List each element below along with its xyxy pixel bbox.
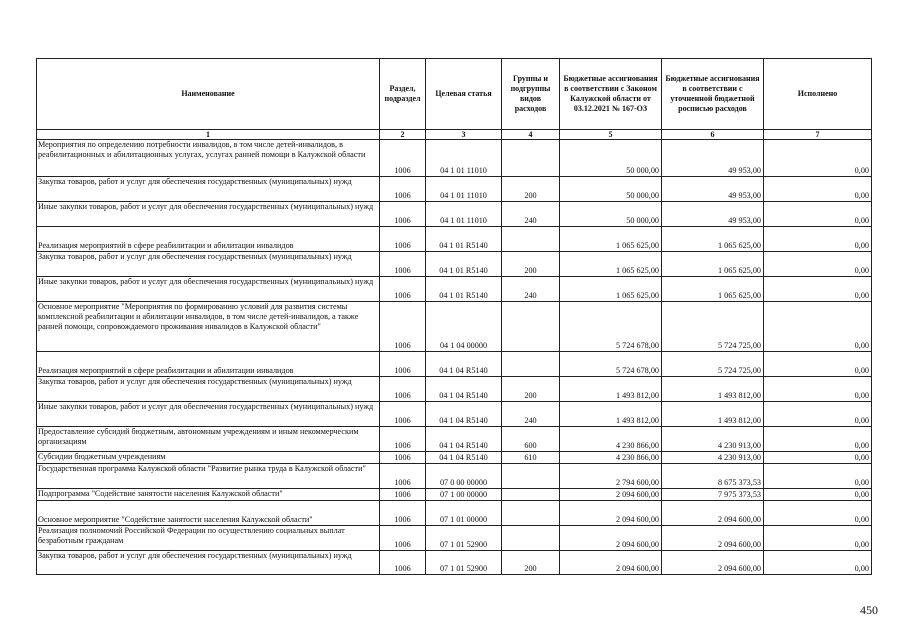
header-expense-group: Группы и подгруппы видов расходов (502, 59, 560, 130)
row-article: 04 1 04 R5140 (426, 427, 502, 452)
header-refined-allocation: Бюджетные ассигнования в соответствии с уточненной бюджетной росписью расходов (662, 59, 764, 130)
table-row (37, 302, 872, 352)
row-refined-amount: 1 065 625,00 (662, 252, 764, 277)
row-law-amount: 2 794 600,00 (560, 464, 662, 489)
column-number: 7 (764, 130, 872, 140)
row-law-amount: 2 094 600,00 (560, 551, 662, 575)
row-article: 04 1 01 11010 (426, 202, 502, 227)
row-article: 04 1 04 R5140 (426, 402, 502, 427)
table-row (37, 277, 872, 302)
table-row (37, 427, 872, 452)
row-name: Закупка товаров, работ и услуг для обеспечения государственных (муниципальных) нужд (37, 377, 380, 402)
budget-execution-table (36, 58, 872, 575)
table-row (37, 140, 872, 177)
row-executed-amount: 0,00 (764, 227, 872, 252)
row-name: Иные закупки товаров, работ и услуг для обеспечения государственных (муниципальных) нужд (37, 402, 380, 427)
row-name: Мероприятия по определению потребности инвалидов, в том числе детей-инвалидов, в реабилитационных и абилитационных услугах, услугах ранней помощи в Калужской области (37, 140, 380, 177)
row-refined-amount: 49 953,00 (662, 202, 764, 227)
row-section: 1006 (380, 489, 426, 501)
row-name: Иные закупки товаров, работ и услуг для обеспечения государственных (муниципальных) нужд (37, 202, 380, 227)
row-article: 07 1 00 00000 (426, 489, 502, 501)
row-law-amount: 5 724 678,00 (560, 352, 662, 377)
row-executed-amount: 0,00 (764, 464, 872, 489)
row-refined-amount: 2 094 600,00 (662, 501, 764, 526)
row-group (502, 302, 560, 352)
row-section: 1006 (380, 526, 426, 551)
column-number: 5 (560, 130, 662, 140)
row-executed-amount: 0,00 (764, 526, 872, 551)
row-article: 04 1 01 R5140 (426, 277, 502, 302)
row-law-amount: 5 724 678,00 (560, 302, 662, 352)
row-name: Реализация мероприятий в сфере реабилитации и абилитации инвалидов (37, 227, 380, 252)
row-executed-amount: 0,00 (764, 501, 872, 526)
row-law-amount: 1 065 625,00 (560, 277, 662, 302)
row-law-amount: 50 000,00 (560, 202, 662, 227)
row-section: 1006 (380, 252, 426, 277)
row-refined-amount: 4 230 913,00 (662, 452, 764, 464)
row-section: 1006 (380, 452, 426, 464)
header-section: Раздел, подраздел (380, 59, 426, 130)
row-section: 1006 (380, 352, 426, 377)
row-executed-amount: 0,00 (764, 277, 872, 302)
row-group: 240 (502, 202, 560, 227)
table-row (37, 202, 872, 227)
row-refined-amount: 8 675 373,53 (662, 464, 764, 489)
table-row (37, 402, 872, 427)
row-article: 04 1 04 00000 (426, 302, 502, 352)
row-executed-amount: 0,00 (764, 202, 872, 227)
row-refined-amount: 1 493 812,00 (662, 377, 764, 402)
row-group (502, 464, 560, 489)
row-refined-amount: 1 065 625,00 (662, 277, 764, 302)
table-row (37, 177, 872, 202)
row-group (502, 140, 560, 177)
row-name: Закупка товаров, работ и услуг для обеспечения государственных (муниципальных) нужд (37, 551, 380, 575)
row-name: Иные закупки товаров, работ и услуг для обеспечения государственных (муниципальных) нужд (37, 277, 380, 302)
budget-table-sheet (36, 58, 871, 575)
row-article: 04 1 01 R5140 (426, 252, 502, 277)
row-law-amount: 2 094 600,00 (560, 526, 662, 551)
table-row (37, 227, 872, 252)
row-refined-amount: 1 493 812,00 (662, 402, 764, 427)
row-section: 1006 (380, 551, 426, 575)
row-refined-amount: 1 065 625,00 (662, 227, 764, 252)
row-group: 240 (502, 402, 560, 427)
row-name: Реализация полномочий Российской Федерации по осуществлению социальных выплат безработным гражданам (37, 526, 380, 551)
table-row (37, 526, 872, 551)
row-article: 04 1 01 11010 (426, 177, 502, 202)
row-law-amount: 50 000,00 (560, 140, 662, 177)
row-refined-amount: 7 975 373,53 (662, 489, 764, 501)
table-row (37, 377, 872, 402)
row-law-amount: 4 230 866,00 (560, 452, 662, 464)
table-row (37, 464, 872, 489)
row-executed-amount: 0,00 (764, 352, 872, 377)
row-group (502, 489, 560, 501)
row-refined-amount: 5 724 725,00 (662, 302, 764, 352)
row-law-amount: 2 094 600,00 (560, 489, 662, 501)
row-law-amount: 1 493 812,00 (560, 402, 662, 427)
row-refined-amount: 2 094 600,00 (662, 551, 764, 575)
row-article: 07 1 01 00000 (426, 501, 502, 526)
row-group: 200 (502, 551, 560, 575)
row-name: Государственная программа Калужской области "Развитие рынка труда в Калужской области" (37, 464, 380, 489)
row-executed-amount: 0,00 (764, 452, 872, 464)
row-executed-amount: 0,00 (764, 489, 872, 501)
row-article: 04 1 04 R5140 (426, 377, 502, 402)
row-article: 04 1 04 R5140 (426, 352, 502, 377)
row-group (502, 227, 560, 252)
row-group: 200 (502, 377, 560, 402)
row-name: Закупка товаров, работ и услуг для обеспечения государственных (муниципальных) нужд (37, 177, 380, 202)
row-section: 1006 (380, 227, 426, 252)
table-row (37, 489, 872, 501)
row-article: 04 1 01 R5140 (426, 227, 502, 252)
row-name: Подпрограмма "Содействие занятости населения Калужской области" (37, 489, 380, 501)
column-number: 3 (426, 130, 502, 140)
row-law-amount: 2 094 600,00 (560, 501, 662, 526)
row-section: 1006 (380, 277, 426, 302)
header-name: Наименование (37, 59, 380, 130)
column-number: 6 (662, 130, 764, 140)
row-section: 1006 (380, 377, 426, 402)
row-article: 07 1 01 52900 (426, 551, 502, 575)
header-law-allocation: Бюджетные ассигнования в соответствии с Законом Калужской области от 03.12.2021 № 167-ОЗ (560, 59, 662, 130)
row-refined-amount: 49 953,00 (662, 177, 764, 202)
column-number: 2 (380, 130, 426, 140)
row-refined-amount: 49 953,00 (662, 140, 764, 177)
column-number: 1 (37, 130, 380, 140)
table-row (37, 452, 872, 464)
row-refined-amount: 2 094 600,00 (662, 526, 764, 551)
row-executed-amount: 0,00 (764, 252, 872, 277)
row-group: 610 (502, 452, 560, 464)
row-group (502, 526, 560, 551)
header-executed: Исполнено (764, 59, 872, 130)
header-target-article: Целевая статья (426, 59, 502, 130)
page-number: 450 (860, 603, 878, 617)
table-row (37, 352, 872, 377)
row-refined-amount: 5 724 725,00 (662, 352, 764, 377)
row-executed-amount: 0,00 (764, 427, 872, 452)
row-executed-amount: 0,00 (764, 302, 872, 352)
column-number-row (37, 130, 872, 140)
row-section: 1006 (380, 202, 426, 227)
row-executed-amount: 0,00 (764, 402, 872, 427)
row-group: 600 (502, 427, 560, 452)
header-row (37, 59, 872, 130)
row-name: Основное мероприятие "Мероприятия по формированию условий для развития системы комплексной реабилитации и абилитации инвалидов, в том числе детей-инвалидов, а также ранней помощи, сопровождаемого проживания инвалидов в Калужской области" (37, 302, 380, 352)
row-name: Субсидии бюджетным учреждениям (37, 452, 380, 464)
row-name: Предоставление субсидий бюджетным, автономным учреждениям и иным некоммерческим организациям (37, 427, 380, 452)
row-article: 07 1 01 52900 (426, 526, 502, 551)
row-group: 200 (502, 252, 560, 277)
table-body (37, 140, 872, 575)
row-name: Основное мероприятие "Содействие занятости населения Калужской области" (37, 501, 380, 526)
row-section: 1006 (380, 140, 426, 177)
row-group: 240 (502, 277, 560, 302)
row-group (502, 501, 560, 526)
table-row (37, 252, 872, 277)
table-row (37, 501, 872, 526)
row-executed-amount: 0,00 (764, 140, 872, 177)
row-article: 04 1 04 R5140 (426, 452, 502, 464)
row-group (502, 352, 560, 377)
column-number: 4 (502, 130, 560, 140)
row-article: 04 1 01 11010 (426, 140, 502, 177)
row-executed-amount: 0,00 (764, 377, 872, 402)
row-refined-amount: 4 230 913,00 (662, 427, 764, 452)
row-section: 1006 (380, 427, 426, 452)
row-law-amount: 1 065 625,00 (560, 227, 662, 252)
table-row (37, 551, 872, 575)
row-law-amount: 1 493 812,00 (560, 377, 662, 402)
row-section: 1006 (380, 501, 426, 526)
row-law-amount: 4 230 866,00 (560, 427, 662, 452)
row-executed-amount: 0,00 (764, 177, 872, 202)
row-law-amount: 1 065 625,00 (560, 252, 662, 277)
row-name: Реализация мероприятий в сфере реабилитации и абилитации инвалидов (37, 352, 380, 377)
row-section: 1006 (380, 302, 426, 352)
row-section: 1006 (380, 177, 426, 202)
row-section: 1006 (380, 402, 426, 427)
row-group: 200 (502, 177, 560, 202)
row-law-amount: 50 000,00 (560, 177, 662, 202)
row-article: 07 0 00 00000 (426, 464, 502, 489)
row-section: 1006 (380, 464, 426, 489)
row-name: Закупка товаров, работ и услуг для обеспечения государственных (муниципальных) нужд (37, 252, 380, 277)
row-executed-amount: 0,00 (764, 551, 872, 575)
